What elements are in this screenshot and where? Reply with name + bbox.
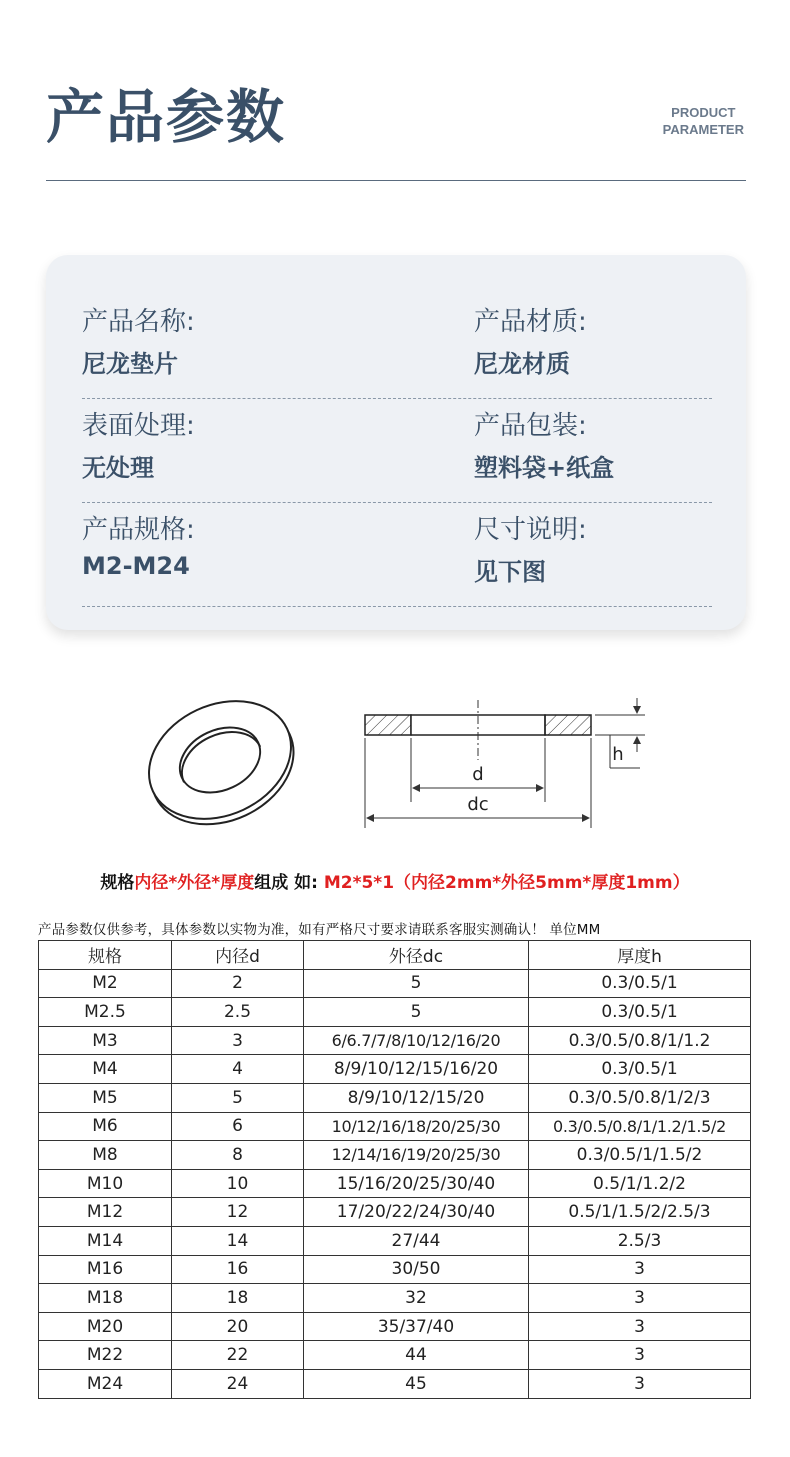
table-row [39,1369,751,1398]
cell-thickness: 0.3/0.5/1/1.5/2 [529,1141,751,1170]
spec-format-note [0,868,790,893]
col-header-outer-dc: 外径dc [304,941,529,970]
cell-spec: M2.5 [39,998,172,1027]
table-row [39,1255,751,1284]
cell-outer: 5 [304,969,529,998]
cell-inner: 5 [172,1083,304,1112]
cell-inner: 20 [172,1312,304,1341]
table-row [39,1341,751,1370]
cell-thickness: 0.3/0.5/0.8/1/2/3 [529,1083,751,1112]
table-row [39,1112,751,1141]
cell-outer: 27/44 [304,1226,529,1255]
field-label: 表面处理: [82,411,195,441]
cell-thickness: 0.3/0.5/1 [529,969,751,998]
cell-outer: 17/20/22/24/30/40 [304,1198,529,1227]
col-header-inner-d: 内径d [172,941,304,970]
cell-spec: M16 [39,1255,172,1284]
cell-inner: 2.5 [172,998,304,1027]
col-header-thickness-h: 厚度h [529,941,751,970]
cell-thickness: 3 [529,1341,751,1370]
cell-inner: 16 [172,1255,304,1284]
cell-inner: 4 [172,1055,304,1084]
cell-thickness: 2.5/3 [529,1226,751,1255]
cell-inner: 10 [172,1169,304,1198]
info-field-name [82,301,195,379]
cell-thickness: 0.3/0.5/0.8/1/1.2/1.5/2 [529,1112,751,1141]
cell-spec: M8 [39,1141,172,1170]
label-d: d [472,764,484,785]
info-row [82,295,712,399]
cell-spec: M18 [39,1284,172,1313]
spec-note-part1: 规格 [100,873,135,893]
cell-outer: 35/37/40 [304,1312,529,1341]
spec-note-part3: 组成 如: [254,873,318,893]
info-field-size-note [474,509,587,587]
field-value: 无处理 [82,454,154,482]
cell-thickness: 3 [529,1284,751,1313]
field-value: 塑料袋+纸盒 [474,454,615,482]
cell-inner: 3 [172,1026,304,1055]
cell-inner: 18 [172,1284,304,1313]
info-field-material [474,301,587,379]
cell-thickness: 0.5/1/1.5/2/2.5/3 [529,1198,751,1227]
table-row [39,1284,751,1313]
table-row [39,1141,751,1170]
cell-thickness: 3 [529,1255,751,1284]
parameter-table [38,940,751,1399]
cell-spec: M12 [39,1198,172,1227]
cell-inner: 6 [172,1112,304,1141]
subtitle-line-1: PRODUCT [671,105,736,120]
subtitle-line-2: PARAMETER [662,122,744,137]
cell-spec: M22 [39,1341,172,1370]
table-row [39,1055,751,1084]
cell-outer: 30/50 [304,1255,529,1284]
cell-inner: 2 [172,969,304,998]
cell-spec: M10 [39,1169,172,1198]
col-header-spec: 规格 [39,941,172,970]
field-value: M2-M24 [82,552,190,580]
cell-outer: 12/14/16/19/20/25/30 [304,1141,529,1170]
table-row [39,969,751,998]
field-label: 产品包装: [474,411,587,441]
cell-outer: 44 [304,1341,529,1370]
cell-spec: M4 [39,1055,172,1084]
table-row [39,1169,751,1198]
cell-inner: 12 [172,1198,304,1227]
field-label: 产品规格: [82,515,195,545]
table-row [39,998,751,1027]
table-disclaimer: 产品参数仅供参考，具体参数以实物为准，如有严格尺寸要求请联系客服实测确认！ 单位MM [38,922,601,938]
cell-thickness: 0.3/0.5/1 [529,1055,751,1084]
spec-note-part2: 内径*外径*厚度 [134,873,255,893]
cell-outer: 45 [304,1369,529,1398]
cell-inner: 24 [172,1369,304,1398]
cell-spec: M2 [39,969,172,998]
cell-thickness: 3 [529,1369,751,1398]
cell-spec: M24 [39,1369,172,1398]
table-row [39,1083,751,1112]
washer-perspective-icon [140,690,313,840]
table-row [39,1198,751,1227]
table-row [39,1312,751,1341]
label-dc: dc [467,794,489,815]
info-field-surface [82,405,195,483]
cell-outer: 10/12/16/18/20/25/30 [304,1112,529,1141]
washer-diagram [140,690,660,840]
table-header-row [39,941,751,970]
cell-outer: 8/9/10/12/15/20 [304,1083,529,1112]
field-value: 尼龙材质 [474,350,570,378]
table-row [39,1226,751,1255]
field-value: 见下图 [474,558,546,586]
cell-thickness: 0.3/0.5/0.8/1/1.2 [529,1026,751,1055]
cell-spec: M3 [39,1026,172,1055]
field-label: 尺寸说明: [474,515,587,545]
table-row [39,1026,751,1055]
field-label: 产品名称: [82,307,195,337]
info-row [82,503,712,607]
cell-outer: 32 [304,1284,529,1313]
info-field-packaging [474,405,614,483]
page-subtitle [663,104,744,138]
washer-section-view [365,698,645,828]
header-divider [46,180,746,181]
cell-outer: 8/9/10/12/15/16/20 [304,1055,529,1084]
field-label: 产品材质: [474,307,587,337]
spec-note-example: M2*5*1（内径2mm*外径5mm*厚度1mm） [323,873,690,893]
cell-spec: M20 [39,1312,172,1341]
info-row [82,399,712,503]
cell-inner: 22 [172,1341,304,1370]
page-title: 产品参数 [46,83,287,151]
cell-outer: 5 [304,998,529,1027]
cell-outer: 6/6.7/7/8/10/12/16/20 [304,1026,529,1055]
cell-outer: 15/16/20/25/30/40 [304,1169,529,1198]
field-value: 尼龙垫片 [82,350,178,378]
product-info-card [46,255,746,630]
cell-thickness: 0.5/1/1.2/2 [529,1169,751,1198]
label-h: h [612,744,624,765]
cell-thickness: 0.3/0.5/1 [529,998,751,1027]
cell-inner: 8 [172,1141,304,1170]
cell-spec: M14 [39,1226,172,1255]
info-field-spec [82,509,195,580]
cell-inner: 14 [172,1226,304,1255]
cell-thickness: 3 [529,1312,751,1341]
cell-spec: M6 [39,1112,172,1141]
cell-spec: M5 [39,1083,172,1112]
